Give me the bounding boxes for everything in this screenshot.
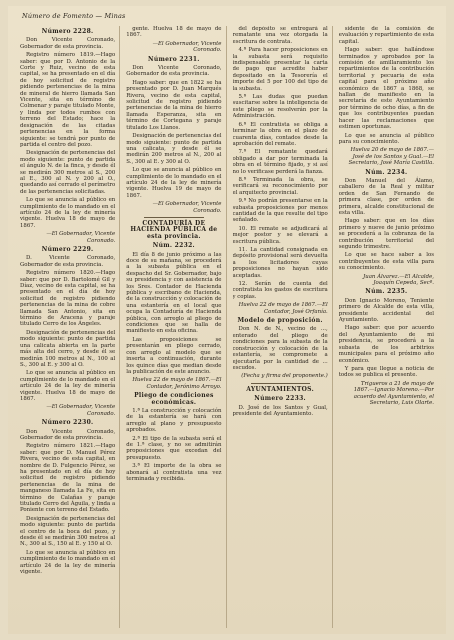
signature-line: —El Gobernador, Vicente Coronado.	[152, 40, 222, 54]
notice-number: Número 2228.	[41, 28, 94, 35]
signature-line: —El Gobernador, Vicente Coronado.	[46, 231, 116, 244]
paragraph: Lo que se anuncia al público en cumplimiento de lo mandado en el artículo 24 de la ley de minería vigente. Huelva 19 de mayo de 1867.	[126, 167, 222, 199]
paragraph: D. Vicente Coronado, Gobernador de esta provincia.	[20, 255, 116, 268]
paragraph: Don Ignacio Moreno, Teniente primero de Alcalde de esta villa, presidente accidental del Ayuntamiento.	[338, 297, 434, 324]
paragraph: gente. Huelva 18 de mayo de 1867.	[126, 26, 222, 39]
section-heading: AYUNTAMIENTOS.	[246, 385, 314, 393]
column-2	[126, 26, 226, 628]
paragraph: Hago saber: que hallándose terminados y aprobados por la comisión de amillaramiento los repartimientos de la contribución territorial y pecuaria de esta capital para el próximo año económico de 1867 a 1868, se hallan de manifiesto en la secretaría de este Ayuntamiento por término de ocho días, a fin de que los contribuyentes puedan hacer las reclamaciones que estimen oportunas.	[338, 47, 434, 131]
notice-number: Número 2230.	[41, 419, 94, 427]
paragraph: Don Vicente Coronado, Gobernador de esta provincia.	[126, 65, 222, 78]
paragraph: Don Vicente Coronado, Gobernador de esta provincia.	[20, 37, 116, 50]
signature-line: Huelva 22 de mayo de 1867.—El Contador, José Orfanía.	[238, 302, 328, 315]
paragraph: 3.ª El importe de la obra se abonará al contratista una vez terminada y recibida.	[126, 463, 222, 482]
notice-number: Número 2231.	[148, 55, 200, 63]
notice-number: Núm. 2234.	[365, 168, 408, 176]
paragraph: sidente de la comisión de evaluación y repartimiento de esta capital.	[338, 26, 434, 45]
column-1	[20, 26, 120, 628]
paragraph: 11. La cantidad consignada en depósito provisional será devuelta a los licitadores cuyas proposiciones no hayan sido aceptadas.	[232, 247, 328, 279]
paragraph: Lo que se hace saber a los contribuyentes de esta villa para su conocimiento.	[338, 252, 434, 272]
paragraph: Designación de pertenencias del modo siguiente: punto de partida una calicata, y desde él se medirán 200 metros al N., 200 al S., 300 al E. y 300 al O.	[126, 133, 222, 165]
paragraph: Y para que llegue a noticia de todos se publica el presente.	[338, 365, 434, 379]
paragraph: 6.ª El contratista se obliga a terminar la obra en el plazo de cuarenta días, contados desde la aprobación del remate.	[232, 121, 328, 147]
paragraph: del depósito se entregará al rematante una vez otorgada la escritura de contrata.	[232, 26, 328, 45]
paragraph: Registro número 1819.—Hago saber: que por D. Antonio de la Corte y Ruiz, vecino de esta capital, se ha presentado en el día de hoy solicitud de registro pidiendo pertenencias de la mina de mineral de hierro llamada San Vicente, sita en término de Colmenar y paraje titulado Monte, y linda por todos rumbos con terreno del Estado; hace la designación de las citadas pertenencias en la forma siguiente: se tendrá por punto de partida el centro del pozo.	[20, 52, 116, 148]
paragraph: 7.ª El rematante quedará obligado a dar por terminada la obra en el término fijado, y si así no lo verificase perderá la fianza.	[232, 149, 328, 175]
section-heading: Modelo de proposición.	[237, 317, 323, 325]
paragraph: 1.ª La construcción y colocación de la estantería se hará con arreglo al plano y presupuesto aprobados.	[126, 407, 222, 434]
paragraph: 5.ª Las dudas que puedan suscitarse sobre la inteligencia de este pliego se resolverán por la Administración.	[232, 94, 328, 120]
section-heading: Pliego de condiciones económicas.	[134, 392, 214, 406]
paragraph: Lo que se anuncia al público en cumplimiento de lo mandado en el artículo 24 de la ley de minería vigente.	[20, 549, 116, 576]
section-rule	[251, 383, 310, 384]
column-4	[339, 26, 434, 628]
running-header	[22, 12, 432, 24]
paragraph: Don Vicente Coronado, Gobernador de esta provincia.	[20, 428, 116, 441]
section-rule	[144, 217, 203, 218]
newspaper-page	[8, 6, 446, 634]
signature-line: Huelva 22 de mayo de 1867.—El Contador, Jerónimo Arroyo.	[132, 377, 222, 390]
paragraph: Lo que se anuncia al público para su conocimiento.	[338, 132, 434, 145]
signature-line: Juan Álvarez.—El Alcalde, Joaquín Cepeda, Secº.	[363, 273, 434, 287]
paragraph: Registro número 1820.—Hago saber: que por D. Bartolomé Gil y Díaz, vecino de esta capital, se ha presentado en el día de hoy solicitud de registro pidiendo pertenencias de la mina de cobre llamada San Antonio, sita en término de Aracena y paraje titulado Cerro de los Ángeles.	[20, 270, 116, 328]
paragraph: Lo que se anuncia al público en cumplimiento de lo mandado en el artículo 24 de la ley de minería vigente. Huelva 18 de mayo de 1867.	[20, 370, 116, 402]
paragraph: Las proposiciones se presentarán en pliego cerrado, con arreglo al modelo que se inserta a continuación, durante los quince días que median desde la publicación de este anuncio.	[126, 336, 222, 375]
paragraph: Designación de pertenencias del modo siguiente: punto de partida el centro de la boca del pozo, y desde él se medirán 300 metros al N., 300 al S., 150 al E. y 150 al O.	[20, 515, 116, 548]
paragraph: Lo que se anuncia al público en cumplimiento de lo mandado en el artículo 24 de la ley de minería vigente. Huelva 18 de mayo de 1867.	[20, 197, 116, 229]
paragraph: Registro número 1821.—Hago saber: que por D. Manuel Pérez Rivera, vecino de esta capital, en nombre de D. Fulgencio Pérez, se ha presentado en el día de hoy solicitud de registro pidiendo pertenencias de la mina de manganeso llamada La Fe, sita en término de Calañas y paraje titulado Cerro del Águila, y linda a Poniente con terreno del Estado.	[20, 443, 116, 514]
paragraph: 9.ª No podrán presentarse en la subasta proposiciones por menos cantidad de la que resulte del tipo señalado.	[232, 198, 328, 224]
column-3	[233, 26, 333, 628]
paragraph: Don Manuel del Álamo, caballero de la Real y militar orden de San Fernando de primera clase, por orden de primera, alcalde constitucional de esta villa.	[338, 177, 434, 216]
paragraph: Hago saber: que en 1822 se ha presentado por D. Juan Marqués Rivera, vecino de esta capital, solicitud de registro pidiendo pertenencias de la mina de hierro llamada Esperanza, sita en término de Cortegana y paraje titulado Los Llanos.	[126, 79, 222, 131]
notice-number: Número 2233.	[254, 395, 306, 403]
paragraph: D. José de los Santos y Gual, presidente del Ayuntamiento.	[232, 404, 328, 417]
paragraph: Hago saber: que por acuerdo del Ayuntamiento de mi presidencia, se procederá a la subasta de los arbitrios municipales para el próximo año económico.	[338, 325, 434, 364]
signature-line: Huelva 20 de mayo de 1867.—José de los Santos y Gual.—El Secretario, José María Castilla.	[348, 147, 434, 167]
signature-line: —El Gobernador, Vicente Coronado.	[152, 201, 222, 214]
notice-number: Núm. 2235.	[365, 288, 408, 296]
paragraph: 10. El remate se adjudicará al mejor postor y se elevará a escritura pública.	[232, 225, 328, 245]
paragraph: 12. Serán de cuenta del contratista los gastos de escritura y copias.	[232, 281, 328, 300]
paragraph: Hago saber: que en los días primero y nueve de junio próximo se procederá a la cobranza de la contribución territorial del segundo trimestre.	[338, 218, 434, 250]
paragraph: 2.ª El tipo de la subasta será el de 1.ª clase, y no se admitirán proposiciones que excedan del presupuesto.	[126, 435, 222, 461]
paragraph: Designación de pertenencias del modo siguiente: punto de partida una calicata abierta en la parte más alta del cerro, y desde él se medirán 100 metros al N., 100 al S., 300 al E. y 300 al O.	[20, 329, 116, 368]
paragraph: Don N. de N., vecino de ..., enterado del pliego de condiciones para la subasta de la construcción y colocación de la estantería, se compromete a ejecutarla por la cantidad de ... escudos.	[232, 326, 328, 371]
paragraph: El día 8 de junio próximo a las doce de su mañana, se procederá a la subasta pública en el despacho del Sr. Gobernador, bajo su presidencia y con asistencia de los Sres. Contador de Hacienda pública y escribano de Hacienda, de la construcción y colocación de una estantería en el local que ocupa la Contaduría de Hacienda pública, con arreglo al pliego de condiciones que se halla de manifiesto en esta oficina.	[126, 251, 222, 335]
paragraph: Designación de pertenencias del modo siguiente: punto de partida el ángulo N. de la finca, y desde él se medirán 300 metros al S., 200 al E., 300 al N. y 200 al O., quedando así cerrado el perímetro de las pertenencias solicitadas.	[20, 150, 116, 195]
signature-line: (Fecha y firma del proponente.)	[241, 373, 328, 380]
paragraph: 8.ª Terminada la obra, se verificará su reconocimiento por el arquitecto provincial.	[232, 176, 328, 196]
section-heading: CONTADURÍA DE HACIENDA PÚBLICA de esta provincia.	[130, 219, 218, 240]
header-left: Número de Fomento — Minas	[22, 12, 126, 20]
paragraph: 4.ª Para hacer proposiciones en la subasta será requisito indispensable presentar la carta de pago que acredite haber depositado en la Tesorería el importe del 5 por 100 del tipo de la subasta.	[232, 47, 328, 92]
signature-line: —El Gobernador, Vicente Coronado.	[46, 404, 116, 417]
signature-line: Trigueros a 21 de mayo de 1867.—Ignacio Moreno.—Por acuerdo del Ayuntamiento, el Secretario, Luis Olarte.	[353, 380, 434, 406]
notice-number: Número 2229.	[41, 246, 94, 253]
columns	[20, 26, 434, 628]
notice-number: Núm. 2232.	[152, 242, 195, 250]
